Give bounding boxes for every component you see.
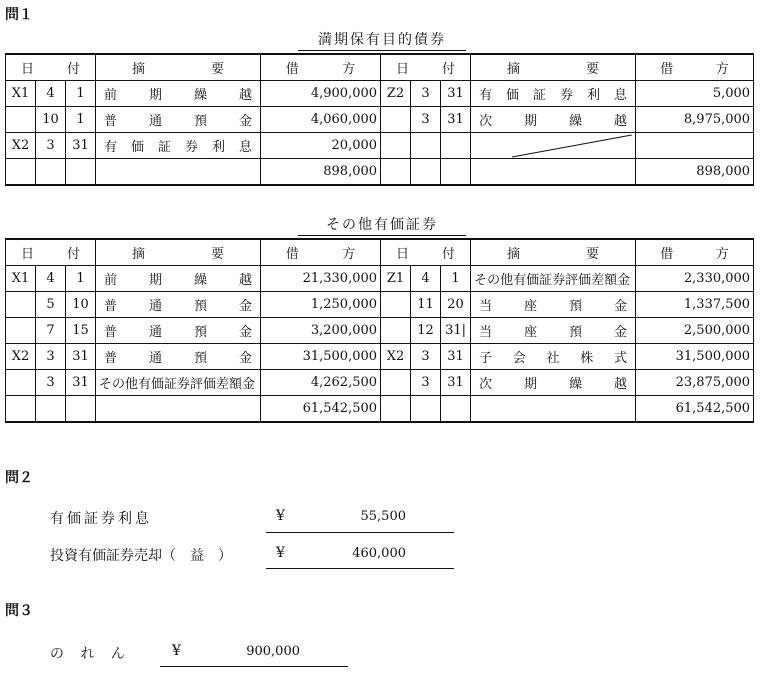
right-month: 3: [411, 370, 441, 396]
left-month: 4: [36, 266, 66, 292]
header-desc-right: 摘 要: [471, 54, 636, 81]
right-month: 4: [411, 266, 441, 292]
left-day: 31: [66, 370, 96, 396]
left-month: 10: [36, 107, 66, 133]
left-amount: 4,900,000: [261, 81, 381, 107]
answer-label-goodwill: の れ ん: [50, 646, 131, 662]
ledger-2-title: その他有価証券: [298, 214, 466, 236]
left-amount: 31,500,000: [261, 344, 381, 370]
answer-label-securities-interest: 有価証券利息: [50, 511, 152, 527]
left-description: 普通預金: [96, 318, 261, 344]
blank-cell: [36, 396, 66, 423]
right-day: 31: [441, 370, 471, 396]
right-amount: 23,875,000: [636, 370, 754, 396]
right-day: 31: [441, 107, 471, 133]
ledger-2-header-row: [6, 239, 754, 266]
right-year: X2: [381, 344, 411, 370]
right-description: 次期繰越: [471, 107, 636, 133]
right-year: Z1: [381, 266, 411, 292]
table-row: [6, 81, 754, 107]
header-desc-left: 摘 要: [96, 54, 261, 81]
header-amount-right: 借 方: [636, 239, 754, 266]
left-amount: 21,330,000: [261, 266, 381, 292]
blank-cell: [96, 396, 261, 423]
right-month: 3: [411, 81, 441, 107]
right-year: [381, 370, 411, 396]
header-date-right: 日 付: [381, 54, 471, 81]
left-amount: 20,000: [261, 133, 381, 159]
table-row: [6, 133, 754, 159]
ledger-1-title: 満期保有目的債券: [298, 29, 466, 51]
right-year: [381, 133, 411, 159]
table-row: [6, 370, 754, 396]
left-month: 7: [36, 318, 66, 344]
header-amount-right: 借 方: [636, 54, 754, 81]
right-day: 31|: [441, 318, 471, 344]
left-amount: 3,200,000: [261, 318, 381, 344]
ledger-1-table: [5, 53, 754, 186]
table-row: [6, 266, 754, 292]
right-amount: 2,330,000: [636, 266, 754, 292]
right-day: 1: [441, 266, 471, 292]
left-day: 15: [66, 318, 96, 344]
total-row: [6, 159, 754, 186]
left-day: 10: [66, 292, 96, 318]
left-amount: 4,262,500: [261, 370, 381, 396]
diagonal-rule: [471, 133, 635, 158]
header-date-right: 日 付: [381, 239, 471, 266]
right-year: Z2: [381, 81, 411, 107]
right-total: 898,000: [636, 159, 754, 186]
left-year: [6, 370, 36, 396]
left-description: 普通預金: [96, 344, 261, 370]
left-day: 1: [66, 266, 96, 292]
blank-cell: [381, 396, 411, 423]
left-total: 61,542,500: [261, 396, 381, 423]
left-description: 前期繰越: [96, 81, 261, 107]
header-desc-right: 摘 要: [471, 239, 636, 266]
answer-amount-securities-interest: 55,500: [360, 509, 406, 524]
ledger-2-table: [5, 238, 754, 423]
blank-cell: [471, 159, 636, 186]
blank-cell: [96, 159, 261, 186]
header-amount-left: 借 方: [261, 239, 381, 266]
blank-cell: [411, 396, 441, 423]
yen-sign: ¥: [276, 545, 285, 561]
left-day: 31: [66, 344, 96, 370]
blank-cell: [66, 396, 96, 423]
left-description: その他有価証券評価差額金: [96, 370, 261, 396]
right-year: [381, 292, 411, 318]
right-day: [441, 133, 471, 159]
blank-cell: [471, 396, 636, 423]
blank-cell: [441, 159, 471, 186]
right-month: 11: [411, 292, 441, 318]
answer-amount-gain-on-sale: 460,000: [352, 546, 406, 561]
yen-sign: ¥: [276, 508, 285, 524]
left-year: [6, 318, 36, 344]
left-description: 前期繰越: [96, 266, 261, 292]
right-description: 当座預金: [471, 318, 636, 344]
question-1-label: 問１: [5, 7, 33, 23]
question-2-label: 問２: [5, 470, 33, 486]
left-year: X1: [6, 266, 36, 292]
header-date-left: 日 付: [6, 239, 96, 266]
closing-diagonal-line: [471, 133, 636, 159]
right-day: 31: [441, 344, 471, 370]
table-row: [6, 318, 754, 344]
right-day: 31: [441, 81, 471, 107]
left-total: 898,000: [261, 159, 381, 186]
right-description: 子会社株式: [471, 344, 636, 370]
answer-underline: [266, 568, 454, 569]
blank-cell: [6, 396, 36, 423]
left-year: X2: [6, 133, 36, 159]
right-description: その他有価証券評価差額金: [471, 266, 636, 292]
right-amount: 31,500,000: [636, 344, 754, 370]
left-month: 5: [36, 292, 66, 318]
blank-cell: [411, 159, 441, 186]
right-year: [381, 107, 411, 133]
left-day: 31: [66, 133, 96, 159]
answer-underline: [266, 532, 454, 533]
right-amount: 8,975,000: [636, 107, 754, 133]
left-month: 3: [36, 133, 66, 159]
left-month: 3: [36, 370, 66, 396]
left-year: X2: [6, 344, 36, 370]
blank-cell: [36, 159, 66, 186]
table-row: [6, 344, 754, 370]
blank-cell: [381, 159, 411, 186]
answer-amount-goodwill: 900,000: [246, 644, 300, 659]
right-description: 次期繰越: [471, 370, 636, 396]
right-year: [381, 318, 411, 344]
left-day: 1: [66, 81, 96, 107]
left-amount: 1,250,000: [261, 292, 381, 318]
left-month: 3: [36, 344, 66, 370]
blank-cell: [441, 396, 471, 423]
left-year: [6, 107, 36, 133]
answer-label-gain-on-sale: 投資有価証券売却（ 益 ）: [50, 548, 232, 564]
left-description: 有価証券利息: [96, 133, 261, 159]
total-row: [6, 396, 754, 423]
ledger-1-header-row: [6, 54, 754, 81]
right-month: [411, 133, 441, 159]
right-month: 12: [411, 318, 441, 344]
left-day: 1: [66, 107, 96, 133]
right-total: 61,542,500: [636, 396, 754, 423]
right-month: 3: [411, 107, 441, 133]
left-year: X1: [6, 81, 36, 107]
right-amount: 1,337,500: [636, 292, 754, 318]
right-amount: 5,000: [636, 81, 754, 107]
left-amount: 4,060,000: [261, 107, 381, 133]
right-amount: [636, 133, 754, 159]
left-description: 普通預金: [96, 107, 261, 133]
answer-underline: [160, 666, 348, 667]
header-date-left: 日 付: [6, 54, 96, 81]
left-month: 4: [36, 81, 66, 107]
left-description: 普通預金: [96, 292, 261, 318]
right-month: 3: [411, 344, 441, 370]
header-amount-left: 借 方: [261, 54, 381, 81]
yen-sign: ¥: [172, 643, 181, 659]
right-description: 当座預金: [471, 292, 636, 318]
right-description: 有価証券利息: [471, 81, 636, 107]
table-row: [6, 292, 754, 318]
question-3-label: 問３: [5, 603, 33, 619]
right-amount: 2,500,000: [636, 318, 754, 344]
blank-cell: [66, 159, 96, 186]
table-row: [6, 107, 754, 133]
left-year: [6, 292, 36, 318]
right-day: 20: [441, 292, 471, 318]
blank-cell: [6, 159, 36, 186]
header-desc-left: 摘 要: [96, 239, 261, 266]
